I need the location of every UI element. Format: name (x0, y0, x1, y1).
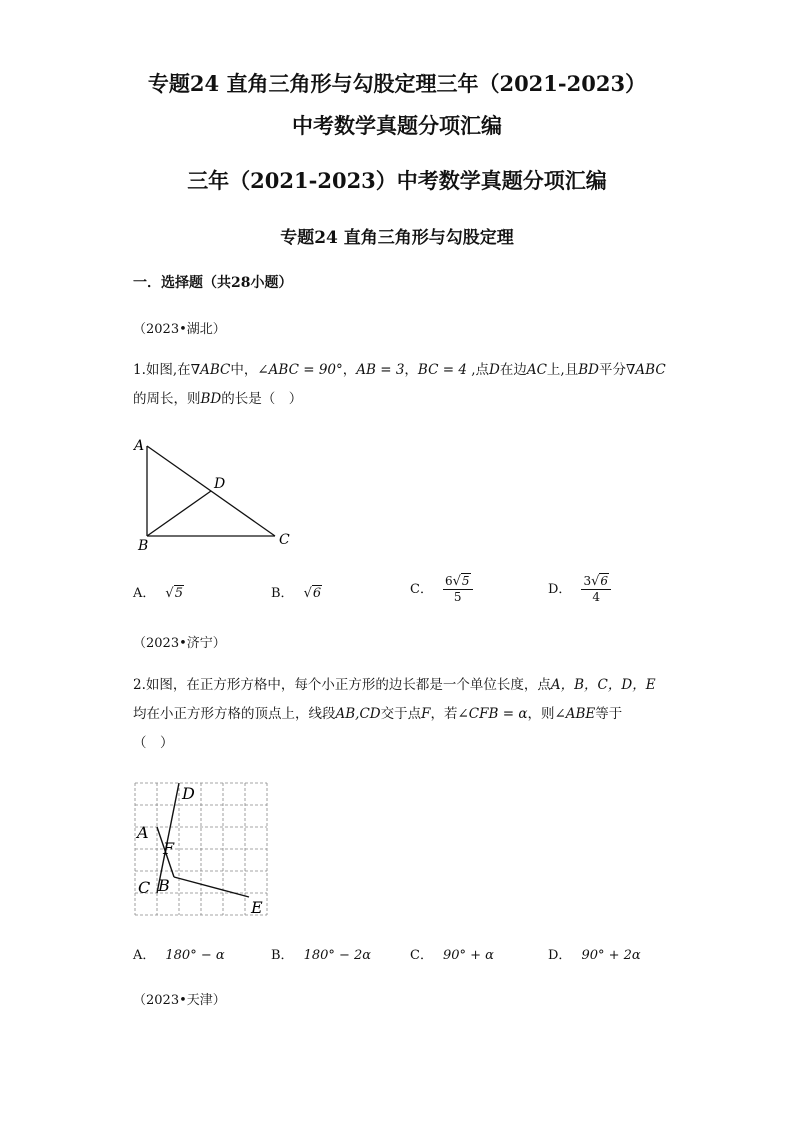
label-c: C (279, 532, 290, 548)
question-2-option-b[interactable]: B． 180° − 2α (271, 948, 372, 963)
question-1-source: （2023•湖北） (133, 322, 226, 337)
question-1-figure-triangle (128, 432, 298, 557)
question-1-option-c[interactable]: C． $\frac{6√5}{5}$ (410, 574, 473, 604)
question-3-source: （2023•天津） (133, 993, 226, 1008)
dashed-grid (135, 783, 267, 915)
label-a: A (134, 438, 145, 454)
document-title-line1: 专题24 直角三角形与勾股定理三年（2021-2023） (147, 71, 647, 96)
fraction: $\frac{6√5}{5}$ (443, 574, 473, 604)
label-f: F (163, 839, 175, 858)
question-1-option-a[interactable]: A． √5 (133, 586, 183, 601)
segment-be (174, 877, 249, 897)
label-b: B (138, 538, 149, 554)
segment-bd (147, 491, 211, 536)
question-2-text: 2.如图，在正方形方格中，每个小正方形的边长都是一个单位长度，点A，B，C，D，E 均在小正方形方格的顶点上，线段AB,CD交于点F，若∠CFB = α，则∠ABE等于 （ ） (133, 677, 656, 751)
document-title-line3: 三年（2021-2023）中考数学真题分项汇编 (187, 168, 607, 193)
label-e: E (251, 898, 263, 917)
label-d: D (182, 784, 195, 803)
question-2-option-a[interactable]: A． 180° − α (133, 948, 225, 963)
question-1-option-b[interactable]: B． √6 (271, 586, 322, 601)
question-2-option-d[interactable]: D． 90° + 2α (548, 948, 641, 963)
label-c: C (138, 878, 151, 897)
question-2-figure-grid (128, 776, 278, 921)
label-d: D (214, 476, 226, 492)
fraction: $\frac{3√6}{4}$ (581, 574, 611, 604)
section-heading: 一．选择题（共28小题） (133, 275, 293, 291)
label-a: A (137, 823, 149, 842)
question-number: 2. (133, 677, 146, 693)
document-subtitle: 专题24 直角三角形与勾股定理 (280, 228, 514, 248)
question-number: 1. (133, 362, 146, 378)
document-title-line2: 中考数学真题分项汇编 (292, 113, 502, 138)
label-b: B (158, 876, 170, 895)
question-1-text: 1.如图,在∇ABC中，∠ABC = 90°，AB = 3，BC = 4 ,点D在边AC上,且BD平分∇ABC 的周长，则BD的长是（ ） (133, 362, 666, 407)
question-2-option-c[interactable]: C． 90° + α (410, 948, 494, 963)
question-2-source: （2023•济宁） (133, 636, 226, 651)
question-1-option-d[interactable]: D． $\frac{3√6}{4}$ (548, 574, 611, 604)
